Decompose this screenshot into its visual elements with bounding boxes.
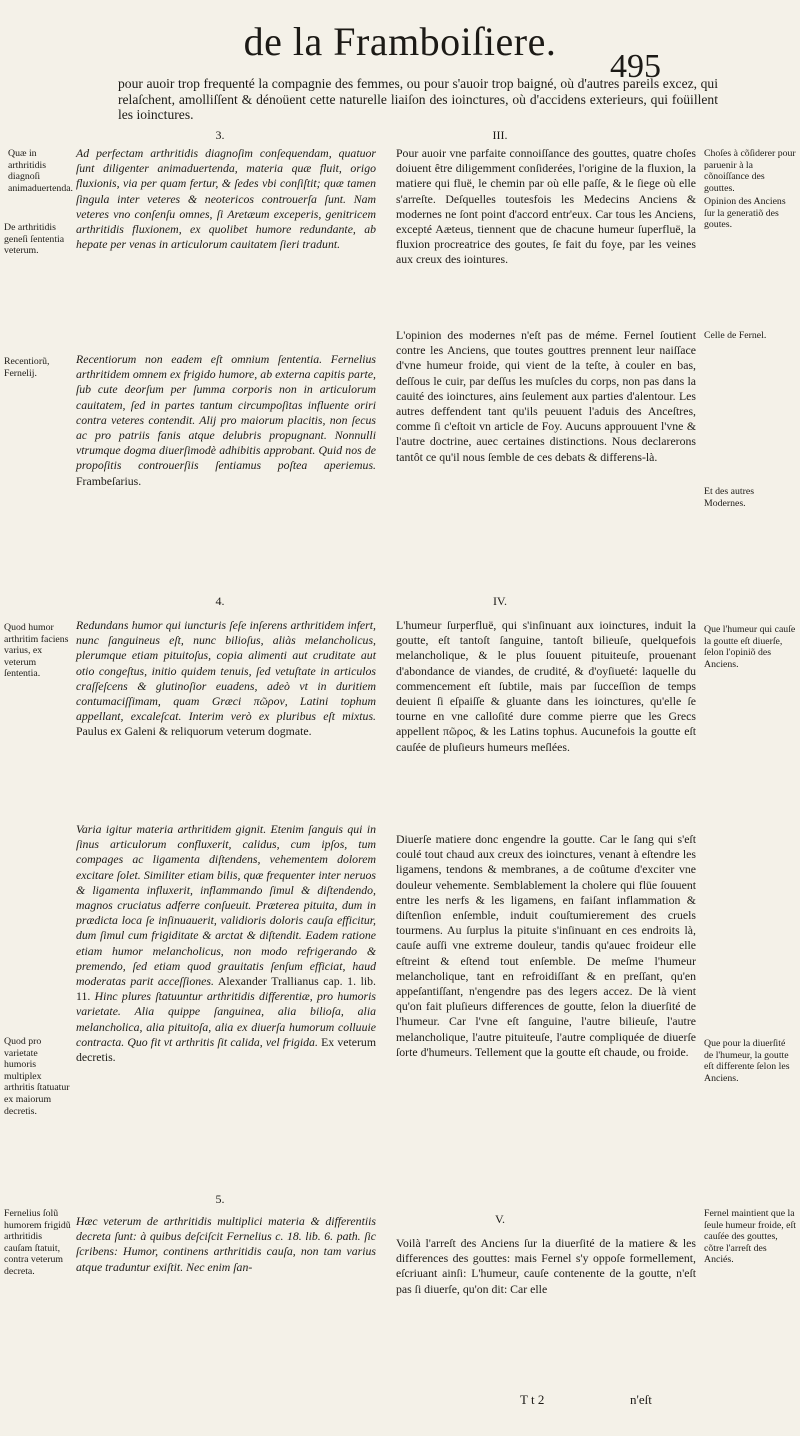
french-margin-note-autres: Et des autres Modernes. <box>704 486 755 509</box>
latin-margin-note-humor: Quod humor arthritim faciens varius, ex veterum ſententia. <box>4 622 69 680</box>
catchword: n'eſt <box>630 1392 652 1407</box>
running-header-title: de la Framboiſiere. <box>243 19 557 64</box>
latin-margin-note-diagnosis: Quæ in arthritidis diagnoſi animaduertenda. <box>8 148 74 194</box>
latin-margin-note-fernelius: Fernelius ſolũ humorem frigidũ arthritidis cauſam ſtatuit, contra veterum decreta. <box>4 1208 71 1277</box>
french-margin-note-fernel-maintient: Fernel maintient que la ſeule humeur froide, eſt cauſée des gouttes, cõtre l'arreſt des Anciés. <box>704 1208 796 1266</box>
latin-margin-note-varietas: Quod pro varietate humoris multiplex arthritis ſtatuatur ex maiorum decretis. <box>4 1036 70 1117</box>
latin-paragraph-4-plain: Paulus ex Galeni & reliquorum veterum dogmate. <box>76 724 312 739</box>
latin-paragraph-4 <box>76 618 376 740</box>
latin-varia-italic-2: Hinc plures ſtatuuntur arthritidis differentiæ, pro humoris varietate. Alia quippe ſanguinea, alia bilioſa, alia melancholica, alia pituitoſa, alia ex diuerſa humorum colluuie contracta. Quo fit vt arthritis ſit calida, vel frigida. <box>76 989 376 1049</box>
french-paragraph-3: Pour auoir vne parfaite connoiſſance des gouttes, quatre choſes doiuent être diligemment conſiderées, l'origine de la fluxion, la matiere qui fluë, le chemin par où elle paſſe, & le ſiege où elle s'arreſte. Deſquelles toutesfois les Medecins Anciens & modernes ne ſont point d'accord entr'eux. Car tous les Anciens, excepté Aæteus, tiennent que de chacune humeur ſuperfluë, la fluxion procreatrice des goutes, ſe fait du foye, par les veines aux creux des iointures. <box>396 146 696 267</box>
latin-section-number-5: 5. <box>215 1192 225 1206</box>
latin-paragraph-5: Hæc veterum de arthritidis multiplici materia & differentiis decreta ſunt: à quibus deſciſcit Fernelius c. 18. lib. 6. path. ſic ſcribens: Humor, continens arthritidis cauſa, non tam varius atque traduntur exiſtit. Nec enim ſan- <box>76 1214 376 1274</box>
latin-section-number-3: 3. <box>215 128 225 142</box>
latin-varia-plain: Alexander Trallianus cap. 1. lib. 11. <box>76 974 376 1004</box>
latin-paragraph-varia <box>76 822 376 1065</box>
french-paragraph-5: Voilà l'arreſt des Anciens ſur la diuerſité de la matiere & les differences des gouttes: mais Fernel s'y oppoſe formellement, eſcriuant ainſi: L'humeur, cauſe contenente de la goutte, n'eſt pas ſi diuerſe, qu'on dit: Car elle <box>396 1236 696 1296</box>
latin-paragraph-recentiores <box>76 352 376 489</box>
intro-paragraph: pour auoir trop frequenté la compagnie des femmes, ou pour s'auoir trop baigné, où d'autres pareils excez, qui relaſchent, amolliſſent & dénoüent cette naturelle liaiſon des ioinctures, où d'accidens exterieurs, qui foüillent les ioinctures. <box>118 76 718 122</box>
latin-varia-plain-2: Ex veterum decretis. <box>76 1034 376 1065</box>
french-margin-note-fernel: Celle de Fernel. <box>704 330 767 341</box>
french-margin-note-choses: Choſes à cõſiderer pour paruenir à la cõnoiſſance des gouttes. <box>704 148 796 194</box>
latin-recentiores-signature: Frambeſarius. <box>76 473 142 488</box>
french-margin-note-diversite: Que pour la diuerſité de l'humeur, la goutte eſt differente ſelon les Anciens. <box>704 1038 790 1084</box>
french-paragraph-modernes: L'opinion des modernes n'eſt pas de méme. Fernel ſoutient contre les Anciens, que toutes gouttres prennent leur naiſſace d'vne humeur froide, qui vient de la teſte, à couler en bas, deſſous le cuir, par deſſus les muſcles du corps, non pas dans la cauité des ioinctures, ains ſeulement aux parties d'alentour. Les autres deffendent tant qu'ils peuuent l'aduis des Anceſtres, comme ſi c'eſtoit vn article de Foy. Aucuns approuuent l'vne & l'autre doctrine, auec certaines distinctions. Nous declarerons tantôt ce qu'il nous ſemble de ces debats & differens-là. <box>396 328 696 464</box>
french-section-number-3: III. <box>492 128 508 142</box>
french-paragraph-diverse: Diuerſe matiere donc engendre la goutte. Car le ſang qui s'eſt coulé tout chaud aux creux des ioinctures, venant à eſtendre les ligamens, tendons & membranes, a de coûtume d'exciter vne douleur vehemente. Semblablement la cholere qui flüe ſouuent entre les nerfs & les ligamens, en faiſant inflammation & diſtenſion enſemble, induit couſtumierement des cruels tourmens. Au ſurplus la pituite s'inſinuant en ces endroits là, cauſe auſſi vne extreme douleur, tandis qu'auec froideur elle eſtreint & eſtend tout enſemble. De meſme l'humeur melancholique, tant en refroidiſſant & en preſſant, qu'en appeſantiſſant, n'engendre pas des legers accez. De là vient qu'on fait pluſieurs differences de goutte, ſelon la diuerſité de l'humeur. Car l'vne eſt ſanguine, l'autre bilieuſe, l'autre melancholique, l'autre pituiteuſe, l'autre compliquée de diuerſe ſorte d'humeurs. Tellement que la goutte eſt chaude, ou froide. <box>396 832 696 1059</box>
french-margin-note-humeur: Que l'humeur qui cauſe la goutte eſt diuerſe, ſelon l'opiniõ des Anciens. <box>704 624 796 670</box>
latin-margin-note-genesis: De arthritidis geneſi ſententia veterum. <box>4 222 65 257</box>
latin-paragraph-4-italic: Redundans humor qui iuncturis ſeſe inſerens arthritidem infert, nunc ſanguineus eſt, nunc bilioſus, aliàs melancholicus, plerumque etiam pituitoſus, copia alimenti aut cruditate aut otio congeſtus, initio quidem tenuis, ſed vetuſtate in articulos craſſeſcens & glutinoſior euadens, adeò vt in duritiem contumaciſſimam, quam Græci πῶρον, Latini tophum appellant, excaleſcat. Interim verò ex pluribus eſt mixtus. <box>76 618 376 724</box>
latin-margin-note-recentiores: Recentiorũ, Fernelij. <box>4 356 50 379</box>
latin-section-number-4: 4. <box>215 594 225 608</box>
french-section-number-5: V. <box>494 1212 506 1226</box>
french-section-number-4: IV. <box>492 594 508 608</box>
latin-recentiores-text: Recentiorum non eadem eſt omnium ſententia. Fernelius arthritidem omnem ex frigido humore, ab externa capitis parte, ſub cute deorſum per ſumma corporis non in articulorum cauitatem, ſed in partes tantum circumpoſitas influente oriri contra veteres contendit. Alij pro maiorum placitis, non ſecus ac pro patriis fanis atque delubris propugnant. Nonnulli vtrumque dogma diuerſimodè adhibitis approbant. Quid nos de propoſitis controuerſiis ſentiamus poſtea aperiemus. <box>76 352 376 473</box>
french-paragraph-4: L'humeur ſurperfluë, qui s'inſinuant aux ioinctures, induit la goutte, eſt tantoſt ſanguine, tantoſt bilieuſe, quelquefois melancholique, & le plus ſouuent pituiteuſe, prouenant d'abondance de viandes, de crudité, & d'oyſiueté: laquelle du commencement eſt ſubtile, mais par ſucceſſion de temps deuient ſi eſpaiſſe & gluante dans les ioinctures, qu'elle ſe tourne en vne calloſité dure comme pierre que les Grecs appellent πῶρος, & les Latins tophus. Aucunefois la goutte eſt cauſée de pluſieurs humeurs meſlées. <box>396 618 696 754</box>
french-margin-note-opinion: Opinion des Anciens ſur la generatiõ des goutes. <box>704 196 786 231</box>
signature-mark: T t 2 <box>520 1392 545 1407</box>
latin-paragraph-3: Ad perfectam arthritidis diagnoſim conſequendam, quatuor ſunt diligenter animaduertenda, materia quæ fluit, origo fluxionis, via per quam fertur, & ſedes vbi conſiſtit; quæ tamen ſingula inter veteres & neotericos controuerſa ſunt. Nam veteres vno conſenſu omnes, ſi Aretæum exceperis, genitricem arthritidis fluxionem, ex quolibet humore redundante, ab hepate per venas in articulorum cauitatem ſieri tradunt. <box>76 146 376 252</box>
latin-varia-italic: Varia igitur materia arthritidem gignit. Etenim ſanguis qui in ſinus articulorum confluxerit, calidus, cum ipſos, tum compages ac ligamenta diſtendens, vehementem dolorem excitare ſolet. Similiter etiam bilis, quæ frequenter inter neruos & ligamenta influxerit, inflammando ſimul & diſtendendo, magnos cruciatus adferre conſueuit. Præterea pituita, dum in prædicta loca ſe inſinuauerit, validioris doloris cauſa efficitur, dum ſimul cum frigiditate & arctat & diſtendit. Eadem ratione etiam humor melancholicus, non modo refrigerando & premendo, ſed etiam quod grauitatis ſenſum efficiat, haud moderatas parit acceſſiones. <box>76 822 376 989</box>
page-number: 495 <box>610 48 661 85</box>
